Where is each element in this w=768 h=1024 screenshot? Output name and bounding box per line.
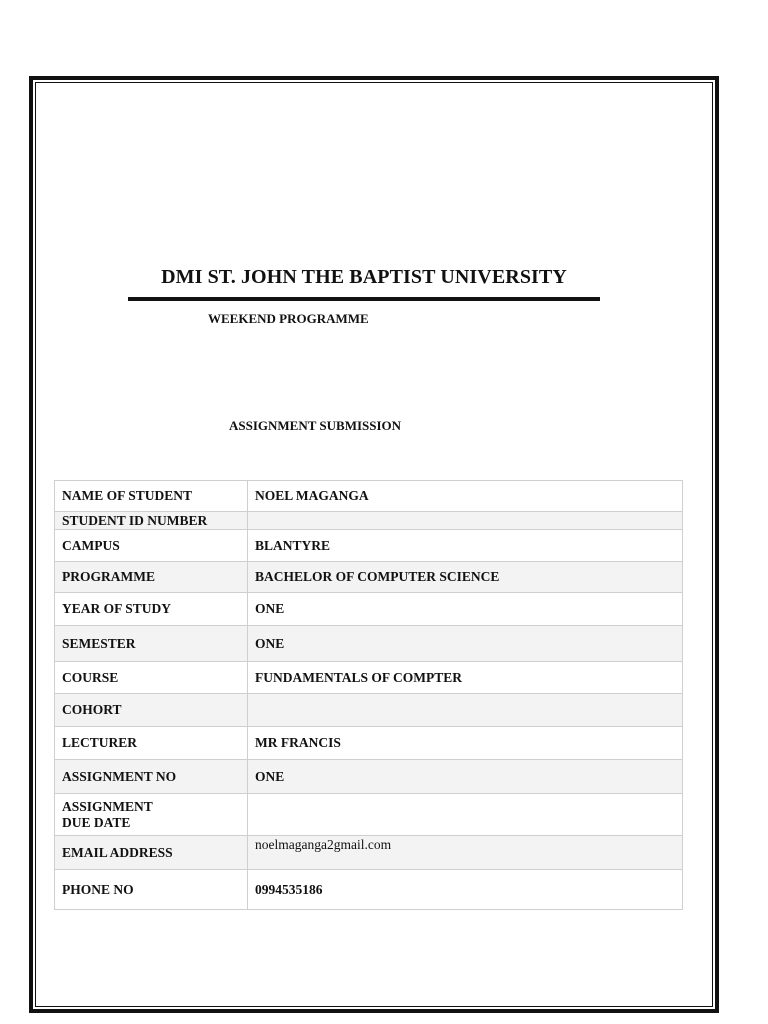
row-label: COURSE xyxy=(55,662,248,694)
row-value-email: noelmaganga2gmail.com xyxy=(248,836,683,870)
university-title: DMI ST. JOHN THE BAPTIST UNIVERSITY xyxy=(161,266,567,288)
row-label: PROGRAMME xyxy=(55,562,248,593)
row-label: NAME OF STUDENT xyxy=(55,481,248,512)
table-row xyxy=(55,512,683,530)
row-label: CAMPUS xyxy=(55,530,248,562)
row-value xyxy=(248,512,683,530)
row-label: STUDENT ID NUMBER xyxy=(55,512,248,530)
row-value: FUNDAMENTALS OF COMPTER xyxy=(248,662,683,694)
row-label: COHORT xyxy=(55,694,248,727)
row-value xyxy=(248,794,683,836)
row-label: EMAIL ADDRESS xyxy=(55,836,248,870)
row-label: ASSIGNMENT NO xyxy=(55,760,248,794)
table-row xyxy=(55,727,683,760)
row-value: 0994535186 xyxy=(248,870,683,910)
table-row xyxy=(55,836,683,870)
table-row xyxy=(55,481,683,512)
table-row xyxy=(55,760,683,794)
row-label xyxy=(55,794,248,836)
row-value: NOEL MAGANGA xyxy=(248,481,683,512)
row-value: BACHELOR OF COMPUTER SCIENCE xyxy=(248,562,683,593)
table-row xyxy=(55,626,683,662)
row-label-line: DUE DATE xyxy=(62,814,131,830)
document-heading: ASSIGNMENT SUBMISSION xyxy=(229,418,402,433)
row-label: SEMESTER xyxy=(55,626,248,662)
row-value: ONE xyxy=(248,626,683,662)
row-value: ONE xyxy=(248,760,683,794)
table-row xyxy=(55,870,683,910)
table-row xyxy=(55,593,683,626)
row-label-line: ASSIGNMENT xyxy=(62,798,153,814)
table-row xyxy=(55,662,683,694)
table-row xyxy=(55,694,683,727)
student-info-table xyxy=(54,480,683,910)
title-underline xyxy=(128,297,600,301)
table-row xyxy=(55,794,683,836)
row-value: MR FRANCIS xyxy=(248,727,683,760)
row-value: ONE xyxy=(248,593,683,626)
row-label: YEAR OF STUDY xyxy=(55,593,248,626)
table-row xyxy=(55,562,683,593)
row-label: LECTURER xyxy=(55,727,248,760)
row-value: BLANTYRE xyxy=(248,530,683,562)
programme-subtitle: WEEKEND PROGRAMME xyxy=(208,311,369,326)
row-value xyxy=(248,694,683,727)
row-label: PHONE NO xyxy=(55,870,248,910)
table-row xyxy=(55,530,683,562)
